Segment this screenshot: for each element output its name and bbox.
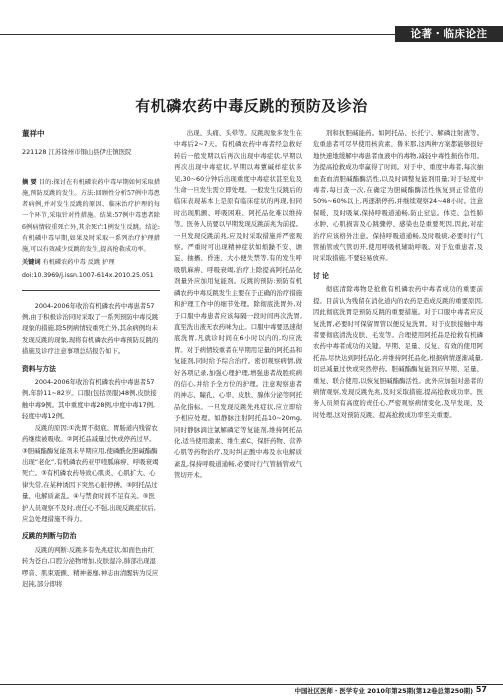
journal-line: 中国社区医师・医学专业 2010年第25期(第12卷总第250期) — [294, 687, 473, 695]
intro-paragraph: 2004-2006年收治有机磷农药中毒患者57例,由于积极诊治同时采取了一系列预防中毒反跳现象的措施,除5例病情较重死亡外,其余病例均未发现反跳的现象,现将有机磷农药中毒预防反跳的措施及诊疗注意事项总结报告如下。 — [22, 301, 159, 356]
keywords — [22, 257, 160, 268]
section-heading-clinical: 反跳的判断与防治 — [22, 532, 77, 541]
footer-rule — [0, 684, 503, 685]
section-heading-materials: 资料与方法 — [22, 364, 56, 373]
middle-column — [174, 128, 302, 678]
right-column-text: 剂和抗胆碱能药。如阿托品、长托宁、解磷注射液等。危重患者可尽早使用核黄素、鲁米那,这两种方案都能够很好地快速地缓解中毒患者血液中的毒物,减轻中毒性损伤作用。为提高抢救成功率赢得了时间。对于中、重度中毒者,每次抽血查血清胆碱酯酶活性,以及时调整复能剂用量;对于轻度中毒者,每日查一次,在确定为胆碱酯酶活性恢复到正常值的50%~60%以上,再逐渐停药,并继续观察24~48小时。注意保暖、及时吸氧,保持呼吸道通畅,防止窒息。体克、急性肺水肿、心肌损害及心跳骤停、感染也是重要死因,因此,对症治疗应该格外注意。保持呼吸道通畅,及时吸痰,必要时行气管插管或气管切开,使用呼吸机辅助呼吸。对于危重患者,及时采取措施,不要轻易放弃。 — [313, 129, 483, 263]
running-header — [0, 26, 503, 42]
abstract-label: 摘 要 — [22, 178, 37, 186]
keywords-label: 关键词 — [22, 259, 41, 267]
author-name: 董祥中 — [22, 129, 45, 138]
author-affiliation: 221128 江苏徐州市铜山县伊庄镇医院 — [22, 148, 132, 157]
doi: doi:10.3969/j.issn.1007-614x.2010.25.051 — [22, 272, 154, 280]
materials-paragraph: 2004-2006年收治有机磷农药中毒患者57例,年龄11~82岁。口服(包括误服)48例,皮肤接触中毒9例。其中重度中毒28例,中度中毒17例,轻度中毒12例。 — [22, 378, 157, 421]
abstract — [22, 177, 160, 255]
abstract-rule — [22, 290, 160, 291]
right-column — [313, 128, 483, 678]
page-footer — [0, 684, 503, 698]
left-column — [22, 128, 160, 590]
page-number: 57 — [475, 685, 487, 694]
article-title: 有机磷农药中毒反跳的预防及诊治 — [135, 97, 368, 115]
section-tab: 论著・临床论注 — [395, 26, 503, 42]
header-rule — [0, 34, 395, 35]
cause-paragraph: 反跳的原因:①洗胃不彻底、胃肠道内残留农药继续被吸收。②阿托品减量过快或停药过早。③胆碱酯酶复能剂未早期应用,使磷酰化胆碱酯酶出现“老化”,有机磷农药亚甲喹胍麻痹、呼吸衰竭死亡。③有机磷农药导致心肌炎、心肌扩大、心律失常,在某种诱因下突然心脏停搏。③阿托品过量、电解质紊乱。④与禁食时间不足有关。⑤医护人员观察不及时,责任心不强,出现反跳症状后,应急处理措施不得力。 — [22, 423, 159, 523]
discussion-paragraph: 彻底清除毒物是抢救有机磷农药中毒者成功的重要前提。目前认为残留在消化道内的农药是造成反跳的重要原因,因此彻底洗胃是预防反跳的重要措施。对于口服中毒者应反复洗胃,必要时可保留胃管以便反复洗胃。对于皮肤接触中毒者要彻底清洗皮肤、毛发等。合理使用阿托品是抢救有机磷农药中毒者成功的关键。早期、足量、反复、有效的使用阿托品,尽快达到阿托品化,并维持阿托品化,根据病情逐渐减量,切忌减量过快或突然停药。胆碱酯酶复能剂应早期、足量、重复、联合使用,以恢复胆碱酯酶活性。此外应加强对患者的病情观察,发现反跳先兆,及时采取措施,提高抢救成功率。医务人员须有高度的责任心,严密观察病情变化,及早发现、及时处理,这对预防反跳、提高抢救成功率至关重要。 — [313, 285, 483, 419]
keywords-text: 有机磷农药中毒 反跳 护理 — [42, 259, 115, 267]
abstract-text: 目的:探讨在有机磷农药中毒早期如何采取措施,预防反跳的发生。方法:回顾性分析57例中毒患者病例,并对发生反跳的原因、临床治疗护理的每一个环节,采取针对性措施。结果:57例中毒患者除6例病情较重死亡外,其余死亡1例发生反跳。结论:有机磷中毒早期,如果及时采取一系列治疗护理措施,可以有效减少反跳的发生,提高抢救成功率。 — [22, 178, 161, 254]
section-heading-discussion: 讨 论 — [313, 271, 329, 280]
clinical-paragraph: 反跳的判断:反跳多有先兆症状,如面色由红转为苍白,口腔分泌物增加,皮肤湿冷,肺部出现湿啰音、肌束震颤、精神萎靡,神志由清醒转为反应迟钝,部分即将 — [22, 545, 159, 588]
middle-column-text: 出现、头痛、头晕等。反跳现象多发生在中毒后2~7天。有机磷农药中毒者经急救好转后一般发期以后再次出现中毒症状,早期以再次出现中毒症状,早期以毒蕈碱样症状多见,30~60分钟后出现重度中毒症状甚至危及生命一旦发生需立即处理。一般发生反跳后的临床表现基本上是原有临床症状的再现,但同时出现肌颤、呼吸困难、阿托品化难以维持等。医务人员要以早期发现反跳前兆为前提。一旦发现反跳前兆,应及时采取措施并严密观察。严重时可出现精神症状如烦躁不安、谵妄、抽搐、昏迷、大小便失禁等,有的发生呼吸肌麻痹、呼吸衰竭,治疗上除提高阿托品化剂量外应加用复能剂。反跳的预防:预防有机磷农药中毒反跳发生主要在于正确的治疗措施和护理工作中的细节处理。除彻底洗胃外,对于口服中毒患者应该每隔一段时间再次洗胃,直至洗出液无农药味为止。口服中毒要迅速彻底洗胃,凡就诊时间在6小时以内的,均应洗胃。对于病情较重者在早期用足量的阿托品和复能剂,同时给予综合治疗。密切观察病情,做好各项记录,加强心理护理,增强患者战胜疾病的信心,并给予全方位的护理。注意观察患者的神志、瞳孔、心率、皮肤、腺体分泌等阿托品化指标。一旦发现反跳先兆症状,应立即给予相应处理。如静脉注射阿托品10~20mg,同时静脉滴注氯解磷定等复能剂,维持阿托品化,适当使用激素、维生素C、保肝药物、营养心肌等药物治疗,及时纠正酸中毒及水电解质紊乱,保持呼吸道通畅,必要时行气管插管或气管切开术。 — [174, 129, 302, 480]
